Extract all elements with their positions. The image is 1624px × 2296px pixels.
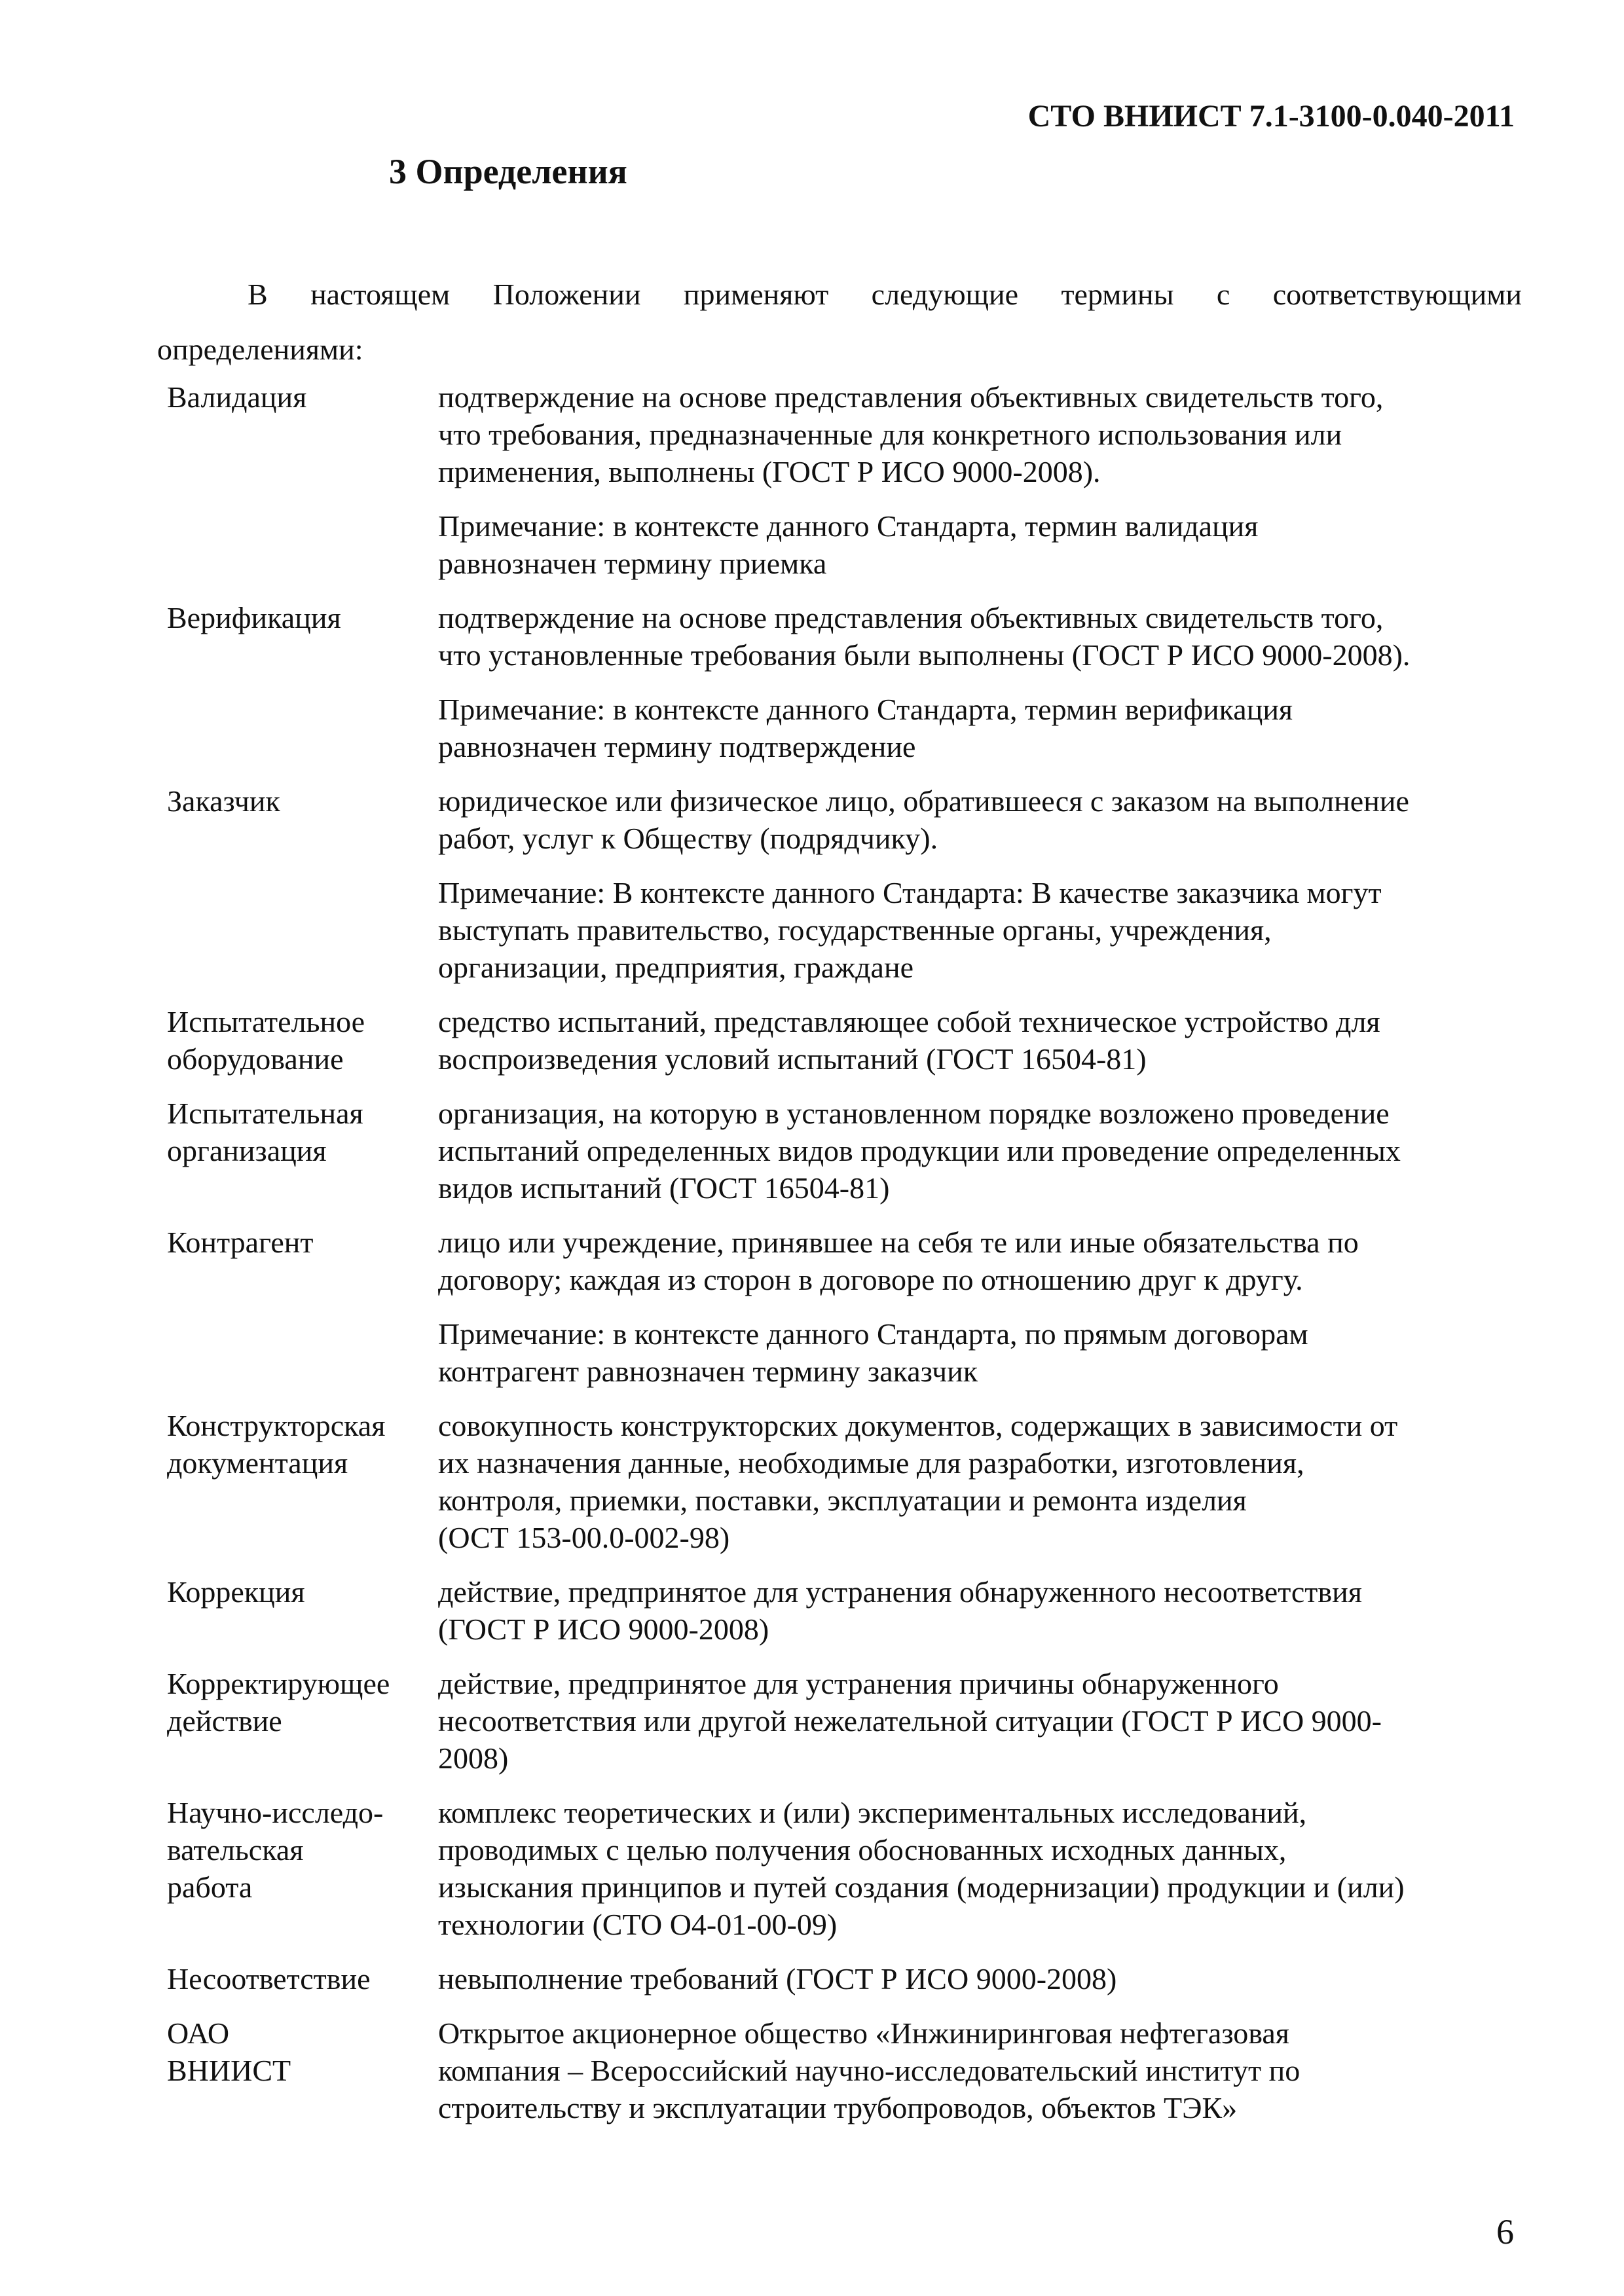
term-body xyxy=(438,1794,1526,1943)
term-note: Примечание: в контексте данного Стандарта, термин валидация равнозначен термину приемка xyxy=(438,509,1259,580)
term-body xyxy=(438,378,1526,582)
definition-row xyxy=(167,2014,1526,2126)
intro-line-2: определениями: xyxy=(157,333,363,366)
definition-row xyxy=(167,1794,1526,1943)
term-name: Коррекция xyxy=(167,1575,305,1609)
term-name: Корректирующее действие xyxy=(167,1667,390,1738)
document-code: СТО ВНИИСТ 7.1-3100-0.040-2011 xyxy=(1027,99,1515,134)
term-name: Конструкторская документация xyxy=(167,1409,386,1480)
term-note: Примечание: В контексте данного Стандарта: В качестве заказчика могут выступать правительство, государственные органы, учреждения, организации, предприятия, граждане xyxy=(438,876,1382,984)
intro-word: соответствующими xyxy=(1272,278,1522,311)
term-body xyxy=(438,1407,1526,1556)
intro-word: применяют xyxy=(683,278,829,311)
intro-paragraph xyxy=(157,267,1522,377)
section-title: 3 Определения xyxy=(389,152,627,191)
term-body xyxy=(438,782,1526,986)
term-body xyxy=(438,1003,1526,1078)
term-definition: лицо или учреждение, принявшее на себя те или иные обязательства по договору; каждая из сторон в договоре по отношению друг к другу. xyxy=(438,1226,1359,1296)
term-body xyxy=(438,1960,1526,1997)
term-definition: действие, предпринятое для устранения причины обнаруженного несоответствия или другой нежелательной ситуации (ГОСТ Р ИСО 9000- 2008) xyxy=(438,1667,1382,1775)
term-note: Примечание: в контексте данного Стандарта, термин верификация равнозначен термину подтверждение xyxy=(438,693,1293,763)
term-body xyxy=(438,1224,1526,1390)
term-definition: невыполнение требований (ГОСТ Р ИСО 9000-2008) xyxy=(438,1962,1117,1995)
term-body xyxy=(438,599,1526,765)
term-definition: подтверждение на основе представления объективных свидетельств того, что установленные требования были выполнены (ГОСТ Р ИСО 9000-2008). xyxy=(438,601,1411,672)
definition-row xyxy=(167,1960,1526,1997)
definition-row xyxy=(167,782,1526,986)
definition-row xyxy=(167,1407,1526,1556)
term-name: Контрагент xyxy=(167,1226,314,1259)
intro-word: следующие xyxy=(871,278,1019,311)
term-definition: комплекс теоретических и (или) экспериментальных исследований, проводимых с целью получения обоснованных исходных данных, изыскания принципов и путей создания (модернизации) продукции и (или) технологии (СТО О4-01-00-09) xyxy=(438,1796,1405,1941)
term-definition: средство испытаний, представляющее собой техническое устройство для воспроизведения условий испытаний (ГОСТ 16504-81) xyxy=(438,1005,1380,1076)
definition-row xyxy=(167,1095,1526,1207)
intro-word: с xyxy=(1216,278,1230,311)
definition-row xyxy=(167,599,1526,765)
definition-row xyxy=(167,1003,1526,1078)
term-body xyxy=(438,1573,1526,1648)
intro-word: настоящем xyxy=(310,278,451,311)
term-body xyxy=(438,2014,1526,2126)
term-definition: подтверждение на основе представления объективных свидетельств того, что требования, предназначенные для конкретного использования или применения, выполнены (ГОСТ Р ИСО 9000-2008). xyxy=(438,380,1384,488)
term-name: Заказчик xyxy=(167,784,280,818)
term-name: Научно-исследо- вательская работа xyxy=(167,1796,384,1904)
definition-row xyxy=(167,1224,1526,1390)
term-note: Примечание: в контексте данного Стандарта, по прямым договорам контрагент равнозначен термину заказчик xyxy=(438,1317,1308,1388)
intro-word: Положении xyxy=(492,278,641,311)
intro-word: В xyxy=(248,278,268,311)
term-definition: организация, на которую в установленном порядке возложено проведение испытаний определенных видов продукции или проведение определенных видов испытаний (ГОСТ 16504-81) xyxy=(438,1097,1401,1205)
term-name: Испытательная организация xyxy=(167,1097,363,1167)
term-name: Несоответствие xyxy=(167,1962,371,1995)
term-name: Валидация xyxy=(167,380,307,414)
term-name: Верификация xyxy=(167,601,341,634)
term-definition: совокупность конструкторских документов, содержащих в зависимости от их назначения данные, необходимые для разработки, изготовления, контроля, приемки, поставки, эксплуатации и ремонта изделия (ОСТ 153-00.0-002-98) xyxy=(438,1409,1398,1554)
term-name: Испытательное оборудование xyxy=(167,1005,365,1076)
intro-line-1 xyxy=(157,267,1522,322)
page-number: 6 xyxy=(1496,2212,1514,2251)
intro-word: термины xyxy=(1061,278,1174,311)
term-definition: юридическое или физическое лицо, обратившееся с заказом на выполнение работ, услуг к Обществу (подрядчику). xyxy=(438,784,1409,855)
definitions-list xyxy=(167,378,1526,2143)
definition-row xyxy=(167,1573,1526,1648)
definition-row xyxy=(167,1665,1526,1777)
term-definition: Открытое акционерное общество «Инжиниринговая нефтегазовая компания – Всероссийский научно-исследовательский институт по строительству и эксплуатации трубопроводов, объектов ТЭК» xyxy=(438,2016,1301,2124)
term-body xyxy=(438,1665,1526,1777)
term-body xyxy=(438,1095,1526,1207)
term-definition: действие, предпринятое для устранения обнаруженного несоответствия (ГОСТ Р ИСО 9000-2008) xyxy=(438,1575,1362,1646)
term-name: ОАО ВНИИСТ xyxy=(167,2016,291,2087)
definition-row xyxy=(167,378,1526,582)
